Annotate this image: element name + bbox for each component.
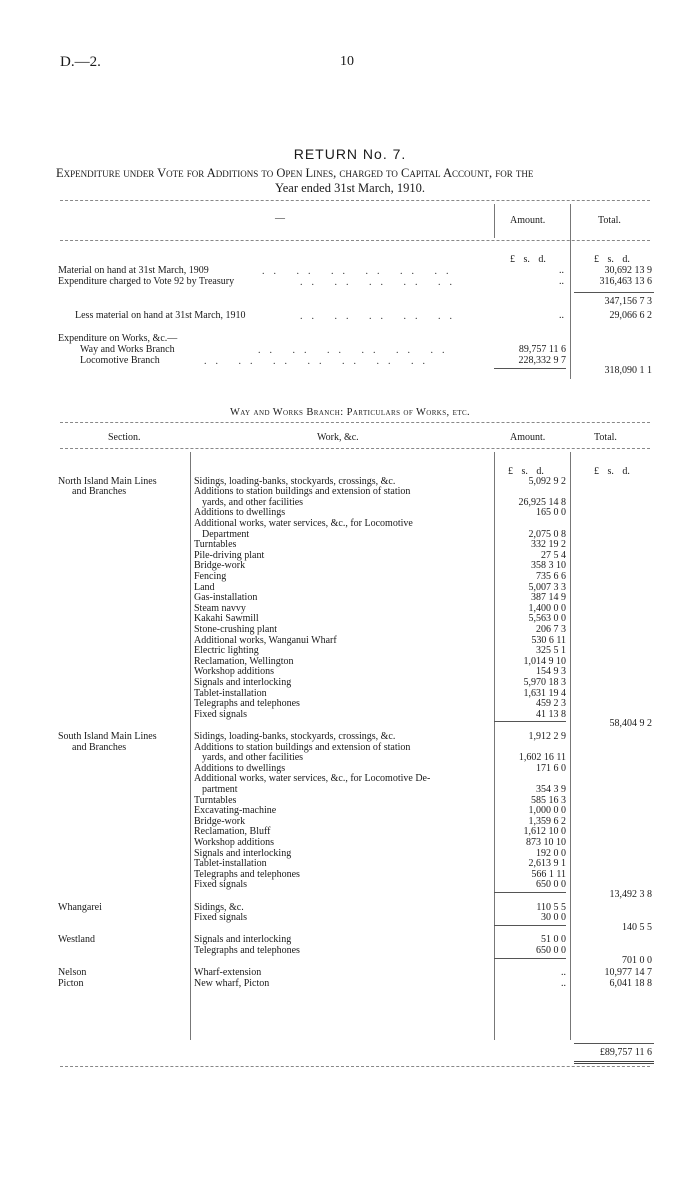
summary-header-rule: [60, 240, 650, 241]
work-item-label: Workshop additions: [194, 836, 275, 848]
summary-amount-rule: [494, 368, 566, 369]
summary-col-divider-1: [494, 204, 495, 238]
summary-row-total: 318,090 1 1: [604, 365, 652, 376]
work-item-amount: 5,563 0 0: [528, 613, 566, 625]
summary-row-amount: 228,332 9 7: [518, 355, 566, 366]
summary-header-amount: Amount.: [510, 215, 546, 226]
work-item-amount: 192 0 0: [536, 847, 566, 859]
summary-row-total: 347,156 7 3: [604, 296, 652, 307]
work-item-amount: 30 0 0: [541, 912, 566, 924]
work-item-label: yards, and other facilities: [202, 752, 304, 764]
subtitle-line-1: Expenditure under Vote for Additions to Open Lines, charged to Capital Account, for the: [56, 166, 534, 180]
works-header-section: Section.: [108, 432, 141, 443]
summary-row-total: 29,066 6 2: [609, 310, 652, 321]
work-item-label: Telegraphs and telephones: [194, 944, 300, 956]
works-header-total: Total.: [594, 432, 617, 443]
work-item-amount: ..: [561, 977, 566, 989]
work-item-amount: 530 6 11: [531, 634, 566, 646]
works-grand-total-double-rule: [574, 1061, 654, 1064]
work-item-label: Wharf-extension: [194, 967, 262, 979]
work-item-label: Fixed signals: [194, 708, 248, 720]
summary-row-leader: .. .. .. .. .. ..: [262, 266, 458, 277]
section-total: 13,492 3 8: [609, 888, 652, 900]
summary-row-amount: ..: [559, 310, 564, 321]
work-item-label: Fixed signals: [194, 879, 248, 891]
work-item-amount: ..: [561, 967, 566, 979]
work-item-label: Turntables: [194, 794, 237, 806]
work-item-label: Sidings, &c.: [194, 901, 244, 913]
work-item-amount: 26,925 14 8: [518, 496, 566, 508]
work-item-label: Electric lighting: [194, 645, 259, 657]
work-item-label: Pile-driving plant: [194, 549, 265, 561]
work-item-label: yards, and other facilities: [202, 496, 304, 508]
section-total: 140 5 5: [622, 921, 652, 933]
work-item-label: Telegraphs and telephones: [194, 868, 300, 880]
works-col-divider-1: [190, 452, 191, 1040]
work-item-amount: 154 9 3: [536, 666, 566, 678]
summary-row-label: Locomotive Branch: [80, 355, 160, 366]
work-item-amount: 585 16 3: [531, 794, 566, 806]
summary-row-label: Way and Works Branch: [80, 344, 175, 355]
summary-row-total: 30,692 13 9: [604, 265, 652, 276]
work-item-label: Excavating-machine: [194, 805, 277, 817]
work-item-label: Tablet-installation: [194, 858, 267, 870]
work-item-label: Additions to dwellings: [194, 762, 286, 774]
work-item-amount: 5,007 3 3: [528, 581, 566, 593]
section-name: North Island Main Lines: [58, 475, 157, 487]
work-item-label: Department: [202, 528, 250, 540]
work-item-label: Additional works, Wanganui Wharf: [194, 634, 337, 646]
works-header-rule: [60, 448, 650, 449]
work-item-amount: 206 7 3: [536, 623, 566, 635]
summary-row-leader: .. .. .. .. ..: [300, 311, 461, 322]
works-currency-amount: £ s. d.: [508, 466, 544, 477]
summary-row-label: Less material on hand at 31st March, 1910: [75, 310, 246, 321]
document-reference: D.—2.: [60, 54, 101, 70]
summary-subtotal-rule: [574, 292, 654, 293]
work-item-amount: 358 3 10: [531, 560, 566, 572]
work-item-label: Reclamation, Bluff: [194, 826, 271, 838]
work-item-amount: 27 5 4: [541, 549, 566, 561]
work-item-amount: 650 0 0: [536, 944, 566, 956]
works-grand-total-rule: [574, 1043, 654, 1044]
summary-row-label: Expenditure charged to Vote 92 by Treasury: [58, 276, 235, 287]
work-item-amount: 110 5 5: [536, 901, 566, 913]
work-item-label: partment: [202, 783, 238, 795]
work-item-label: Fixed signals: [194, 912, 248, 924]
work-item-label: Workshop additions: [194, 666, 275, 678]
summary-row-amount: ..: [559, 276, 564, 287]
section-amount-rule: [494, 892, 566, 893]
work-item-label: Turntables: [194, 539, 237, 551]
work-item-label: Kakahi Sawmill: [194, 613, 259, 625]
return-title: RETURN No. 7.: [293, 146, 407, 162]
summary-currency-amount: £ s. d.: [510, 254, 546, 265]
work-item-amount: 2,075 0 8: [528, 528, 566, 540]
summary-row-amount: ..: [559, 265, 564, 276]
work-item-label: Additions to dwellings: [194, 507, 286, 519]
works-title: Way and Works Branch: Particulars of Works, etc.: [229, 407, 471, 418]
work-item-label: New wharf, Picton: [194, 977, 270, 989]
work-item-amount: 735 6 6: [536, 570, 566, 582]
summary-row-amount: 89,757 11 6: [518, 344, 566, 355]
work-item-amount: 459 2 3: [536, 698, 566, 710]
summary-top-rule: [60, 200, 650, 201]
works-col-divider-3: [570, 452, 571, 1040]
section-name: South Island Main Lines: [58, 730, 157, 742]
work-item-amount: 165 0 0: [536, 507, 566, 519]
work-item-amount: 1,631 19 4: [523, 687, 566, 699]
work-item-amount: 332 19 2: [531, 539, 566, 551]
section-amount-rule: [494, 721, 566, 722]
work-item-label: Gas-installation: [194, 592, 258, 604]
works-top-rule: [60, 422, 650, 423]
work-item-label: Reclamation, Wellington: [194, 655, 294, 667]
work-item-label: Fencing: [194, 570, 227, 582]
summary-header-dash: —: [275, 213, 285, 224]
summary-col-divider-2: [570, 204, 571, 379]
section-name: and Branches: [72, 741, 127, 753]
section-name: Nelson: [58, 967, 87, 979]
work-item-amount: 51 0 0: [541, 934, 566, 946]
work-item-label: Land: [194, 581, 215, 593]
summary-currency-total: £ s. d.: [594, 254, 630, 265]
summary-row-leader: .. .. .. .. .. .. ..: [204, 356, 434, 367]
work-item-label: Signals and interlocking: [194, 676, 292, 688]
work-item-label: Sidings, loading-banks, stockyards, crossings, &c.: [194, 475, 396, 487]
work-item-label: Additional works, water services, &c., for Locomotive De-: [194, 773, 431, 785]
work-item-amount: 387 14 9: [531, 592, 566, 604]
work-item-amount: 1,359 6 2: [528, 815, 566, 827]
works-header-work: Work, &c.: [317, 432, 359, 443]
work-item-amount: 650 0 0: [536, 879, 566, 891]
work-item-label: Additions to station buildings and extension of station: [194, 486, 411, 498]
works-header-amount: Amount.: [510, 432, 546, 443]
summary-row-label: Expenditure on Works, &c.—: [58, 333, 178, 344]
work-item-amount: 325 5 1: [536, 645, 566, 657]
work-item-amount: 354 3 9: [536, 783, 566, 795]
work-item-amount: 1,400 0 0: [528, 602, 566, 614]
work-item-amount: 1,014 9 10: [523, 655, 566, 667]
work-item-label: Sidings, loading-banks, stockyards, crossings, &c.: [194, 730, 396, 742]
section-amount-rule: [494, 925, 566, 926]
section-amount-rule: [494, 958, 566, 959]
work-item-amount: 41 13 8: [536, 708, 566, 720]
work-item-amount: 1,912 2 9: [528, 730, 566, 742]
summary-row-label: Material on hand at 31st March, 1909: [58, 265, 209, 276]
work-item-amount: 5,970 18 3: [523, 676, 566, 688]
work-item-label: Bridge-work: [194, 815, 246, 827]
work-item-amount: 1,602 16 11: [518, 752, 566, 764]
works-bottom-rule: [60, 1066, 650, 1067]
work-item-amount: 5,092 9 2: [528, 475, 566, 487]
work-item-label: Steam navvy: [194, 602, 246, 614]
work-item-total: 6,041 18 8: [609, 977, 652, 989]
work-item-total: 10,977 14 7: [604, 967, 652, 979]
work-item-label: Additional works, water services, &c., for Locomotive: [194, 517, 413, 529]
section-name: Westland: [58, 934, 95, 946]
work-item-label: Additions to station buildings and extension of station: [194, 741, 411, 753]
subtitle-line-2: Year ended 31st March, 1910.: [274, 181, 426, 195]
work-item-amount: 873 10 10: [526, 836, 566, 848]
summary-row-total: 316,463 13 6: [599, 276, 652, 287]
works-grand-total: £89,757 11 6: [599, 1047, 652, 1058]
summary-header-total: Total.: [598, 215, 621, 226]
section-total: 701 0 0: [622, 954, 652, 966]
work-item-amount: 2,613 9 1: [528, 858, 566, 870]
summary-row-leader: .. .. .. .. .. ..: [258, 345, 454, 356]
page-number: 10: [340, 54, 354, 69]
work-item-label: Bridge-work: [194, 560, 246, 572]
work-item-label: Telegraphs and telephones: [194, 698, 300, 710]
work-item-amount: 171 6 0: [536, 762, 566, 774]
work-item-label: Stone-crushing plant: [194, 623, 278, 635]
work-item-amount: 566 1 11: [531, 868, 566, 880]
summary-row-leader: .. .. .. .. ..: [300, 277, 461, 288]
section-name: and Branches: [72, 486, 127, 498]
section-name: Picton: [58, 977, 84, 989]
work-item-label: Signals and interlocking: [194, 934, 292, 946]
work-item-label: Tablet-installation: [194, 687, 267, 699]
work-item-amount: 1,000 0 0: [528, 805, 566, 817]
works-currency-total: £ s. d.: [594, 466, 630, 477]
work-item-amount: 1,612 10 0: [523, 826, 566, 838]
section-total: 58,404 9 2: [609, 718, 652, 730]
section-name: Whangarei: [58, 901, 102, 913]
work-item-label: Signals and interlocking: [194, 847, 292, 859]
